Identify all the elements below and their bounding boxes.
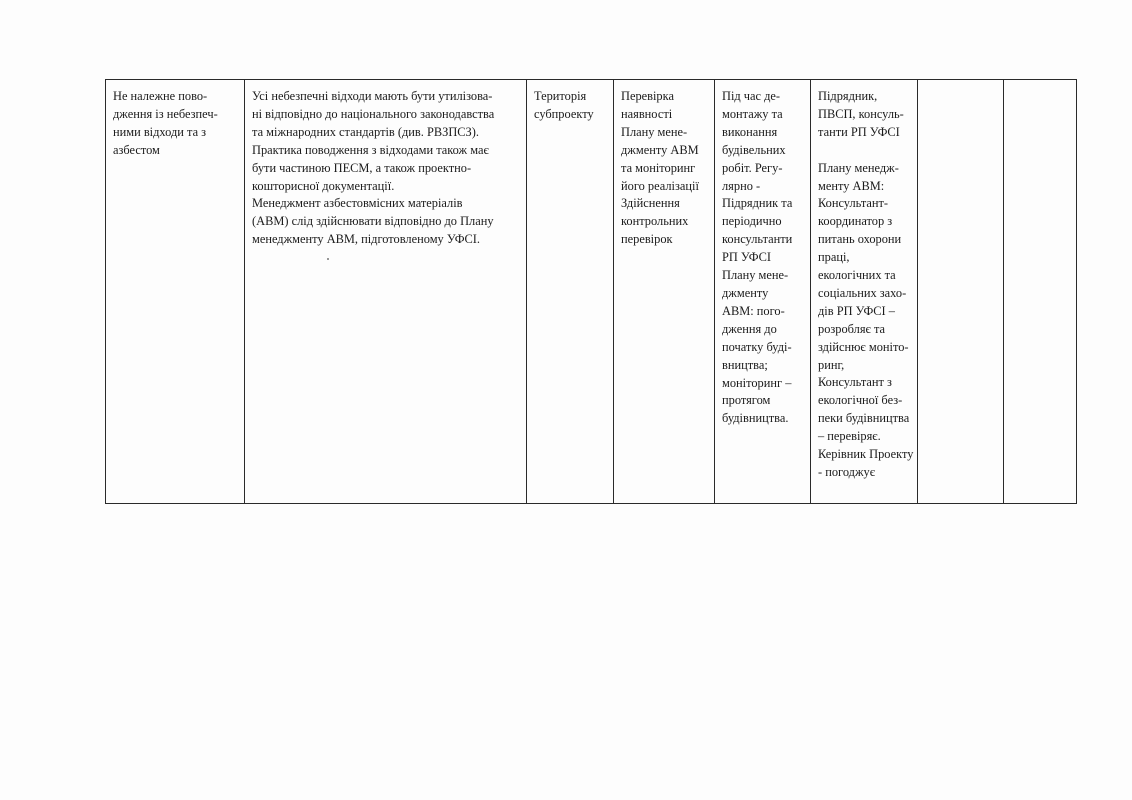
- measures-line: Усі небезпечні відходи мають бути утилізова-: [252, 89, 493, 103]
- measures-line: (АВМ) слід здійснювати відповідно до Плану: [252, 214, 494, 229]
- responsible-line: здійснює моніто-: [818, 339, 909, 354]
- monitoring-line: перевірок: [621, 232, 673, 247]
- cell-empty-9: [1004, 80, 1077, 504]
- responsible-line: Плану менедж-: [818, 160, 899, 175]
- responsible-line: – перевіряє.: [818, 429, 881, 444]
- timing-line: початку буді-: [722, 339, 792, 354]
- responsible-line: соціальних захо-: [818, 285, 907, 300]
- cell-location: [527, 80, 614, 504]
- responsible-line: - погоджує: [818, 465, 876, 480]
- timing-line: монтажу та: [722, 106, 783, 121]
- timing-line: вництва;: [722, 357, 768, 372]
- responsible-line: Керівник Проекту: [818, 447, 914, 462]
- monitoring-line: наявності: [621, 106, 673, 121]
- timing-line: РП УФСІ: [722, 250, 771, 265]
- paragraph-gap: [818, 142, 911, 160]
- measures-line: бути частиною ПЕСМ, а також проектно-: [252, 160, 472, 175]
- monitoring-line: його реалізації: [621, 178, 699, 193]
- monitoring-line: та моніторинг: [621, 160, 696, 175]
- monitoring-line: Перевірка: [621, 89, 674, 103]
- location-line: Територія: [534, 89, 587, 103]
- timing-line: будівництва.: [722, 411, 789, 426]
- issue-line: ними відходи та з: [113, 124, 207, 139]
- measures-line: Менеджмент азбестовмісних матеріалів: [252, 196, 463, 211]
- issue-line: азбестом: [113, 142, 160, 157]
- table-row: [106, 80, 1077, 504]
- responsible-line: Консультант з: [818, 375, 892, 390]
- timing-line: АВМ: пого-: [722, 303, 785, 318]
- timing-line: джменту: [722, 285, 769, 300]
- responsible-line: Консультант-: [818, 196, 889, 211]
- measures-line: Практика поводження з відходами також має: [252, 142, 489, 157]
- timing-line: періодично: [722, 214, 782, 229]
- responsible-line: питань охорони: [818, 232, 902, 247]
- cell-measures: [245, 80, 527, 504]
- responsible-line: екологічних та: [818, 268, 896, 283]
- responsible-line: дів РП УФСІ –: [818, 303, 895, 318]
- responsible-line: Підрядник,: [818, 89, 878, 103]
- timing-line: моніторинг –: [722, 375, 792, 390]
- timing-line: будівельних: [722, 142, 786, 157]
- scan-speck: [327, 258, 329, 260]
- responsible-line: екологічної без-: [818, 393, 903, 408]
- measures-line: ні відповідно до національного законодавства: [252, 106, 495, 121]
- timing-line: виконання: [722, 124, 778, 139]
- timing-line: консультанти: [722, 232, 793, 247]
- responsible-line: танти РП УФСІ: [818, 124, 900, 139]
- issue-line: Не належне пово-: [113, 89, 208, 103]
- mitigation-table: [105, 79, 1077, 504]
- responsible-line: ПВСП, консуль-: [818, 106, 904, 121]
- issue-line: дження із небезпеч-: [113, 106, 218, 121]
- responsible-line: розробляє та: [818, 321, 886, 336]
- cell-empty-8: [918, 80, 1004, 504]
- timing-line: Плану мене-: [722, 268, 789, 283]
- measures-line: кошторисної документації.: [252, 178, 395, 193]
- timing-line: робіт. Регу-: [722, 160, 783, 175]
- measures-line: та міжнародних стандартів (див. РВЗПСЗ).: [252, 124, 479, 139]
- responsible-line: менту АВМ:: [818, 178, 885, 193]
- cell-responsible: [811, 80, 918, 504]
- timing-line: дження до: [722, 321, 777, 336]
- cell-timing: [715, 80, 811, 504]
- cell-issue: [106, 80, 245, 504]
- timing-line: Під час де-: [722, 89, 781, 103]
- responsible-line: праці,: [818, 250, 850, 265]
- responsible-line: пеки будівництва: [818, 411, 910, 426]
- timing-line: лярно -: [722, 178, 761, 193]
- monitoring-line: контрольних: [621, 214, 689, 229]
- monitoring-line: джменту АВМ: [621, 142, 699, 157]
- monitoring-line: Плану мене-: [621, 124, 688, 139]
- cell-monitoring-method: [614, 80, 715, 504]
- responsible-line: координатор з: [818, 214, 893, 229]
- responsible-line: ринг,: [818, 357, 845, 372]
- monitoring-line: Здійснення: [621, 196, 680, 211]
- timing-line: Підрядник та: [722, 196, 793, 211]
- location-line: субпроекту: [534, 106, 594, 121]
- measures-line: менеджменту АВМ, підготовленому УФСІ.: [252, 232, 480, 247]
- timing-line: протягом: [722, 393, 771, 408]
